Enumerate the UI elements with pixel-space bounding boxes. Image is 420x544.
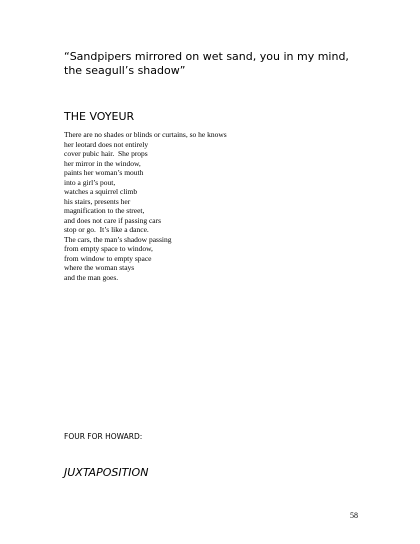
poem-line: where the woman stays [64,263,135,272]
poem-line: stop or go. It’s like a dance. [64,225,149,234]
poem-line: his stairs, presents her [64,196,131,206]
subsection-title: JUXTAPOSITION [64,466,149,479]
section-heading: FOUR FOR HOWARD: [64,432,143,441]
poem-line: There are no shades or blinds or curtains, so he knows [64,130,227,139]
poem-line: and the man goes. [64,272,119,282]
poem-line: magnification to the street, [64,206,145,215]
poem-line: into a girl’s pout, [64,177,116,187]
poem-title: THE VOYEUR [64,110,135,123]
poem-line: her mirror in the window, [64,158,141,168]
poem-body [64,130,227,282]
poem-line: her leotard does not entirely [64,139,149,149]
poem-line: cover pubic hair. She props [64,149,148,158]
poem-line: The cars, the man’s shadow passing [64,234,172,244]
poem-line: paints her woman’s mouth [64,168,144,177]
poem-line: from window to empty space [64,253,152,263]
poem-line: and does not care if passing cars [64,215,162,225]
poem-line: from empty space to window, [64,244,153,253]
poem-line: watches a squirrel climb [64,187,138,196]
page-number: 58 [350,511,358,520]
epigraph: “Sandpipers mirrored on wet sand, you in my mind, the seagull’s shadow” [64,50,349,77]
